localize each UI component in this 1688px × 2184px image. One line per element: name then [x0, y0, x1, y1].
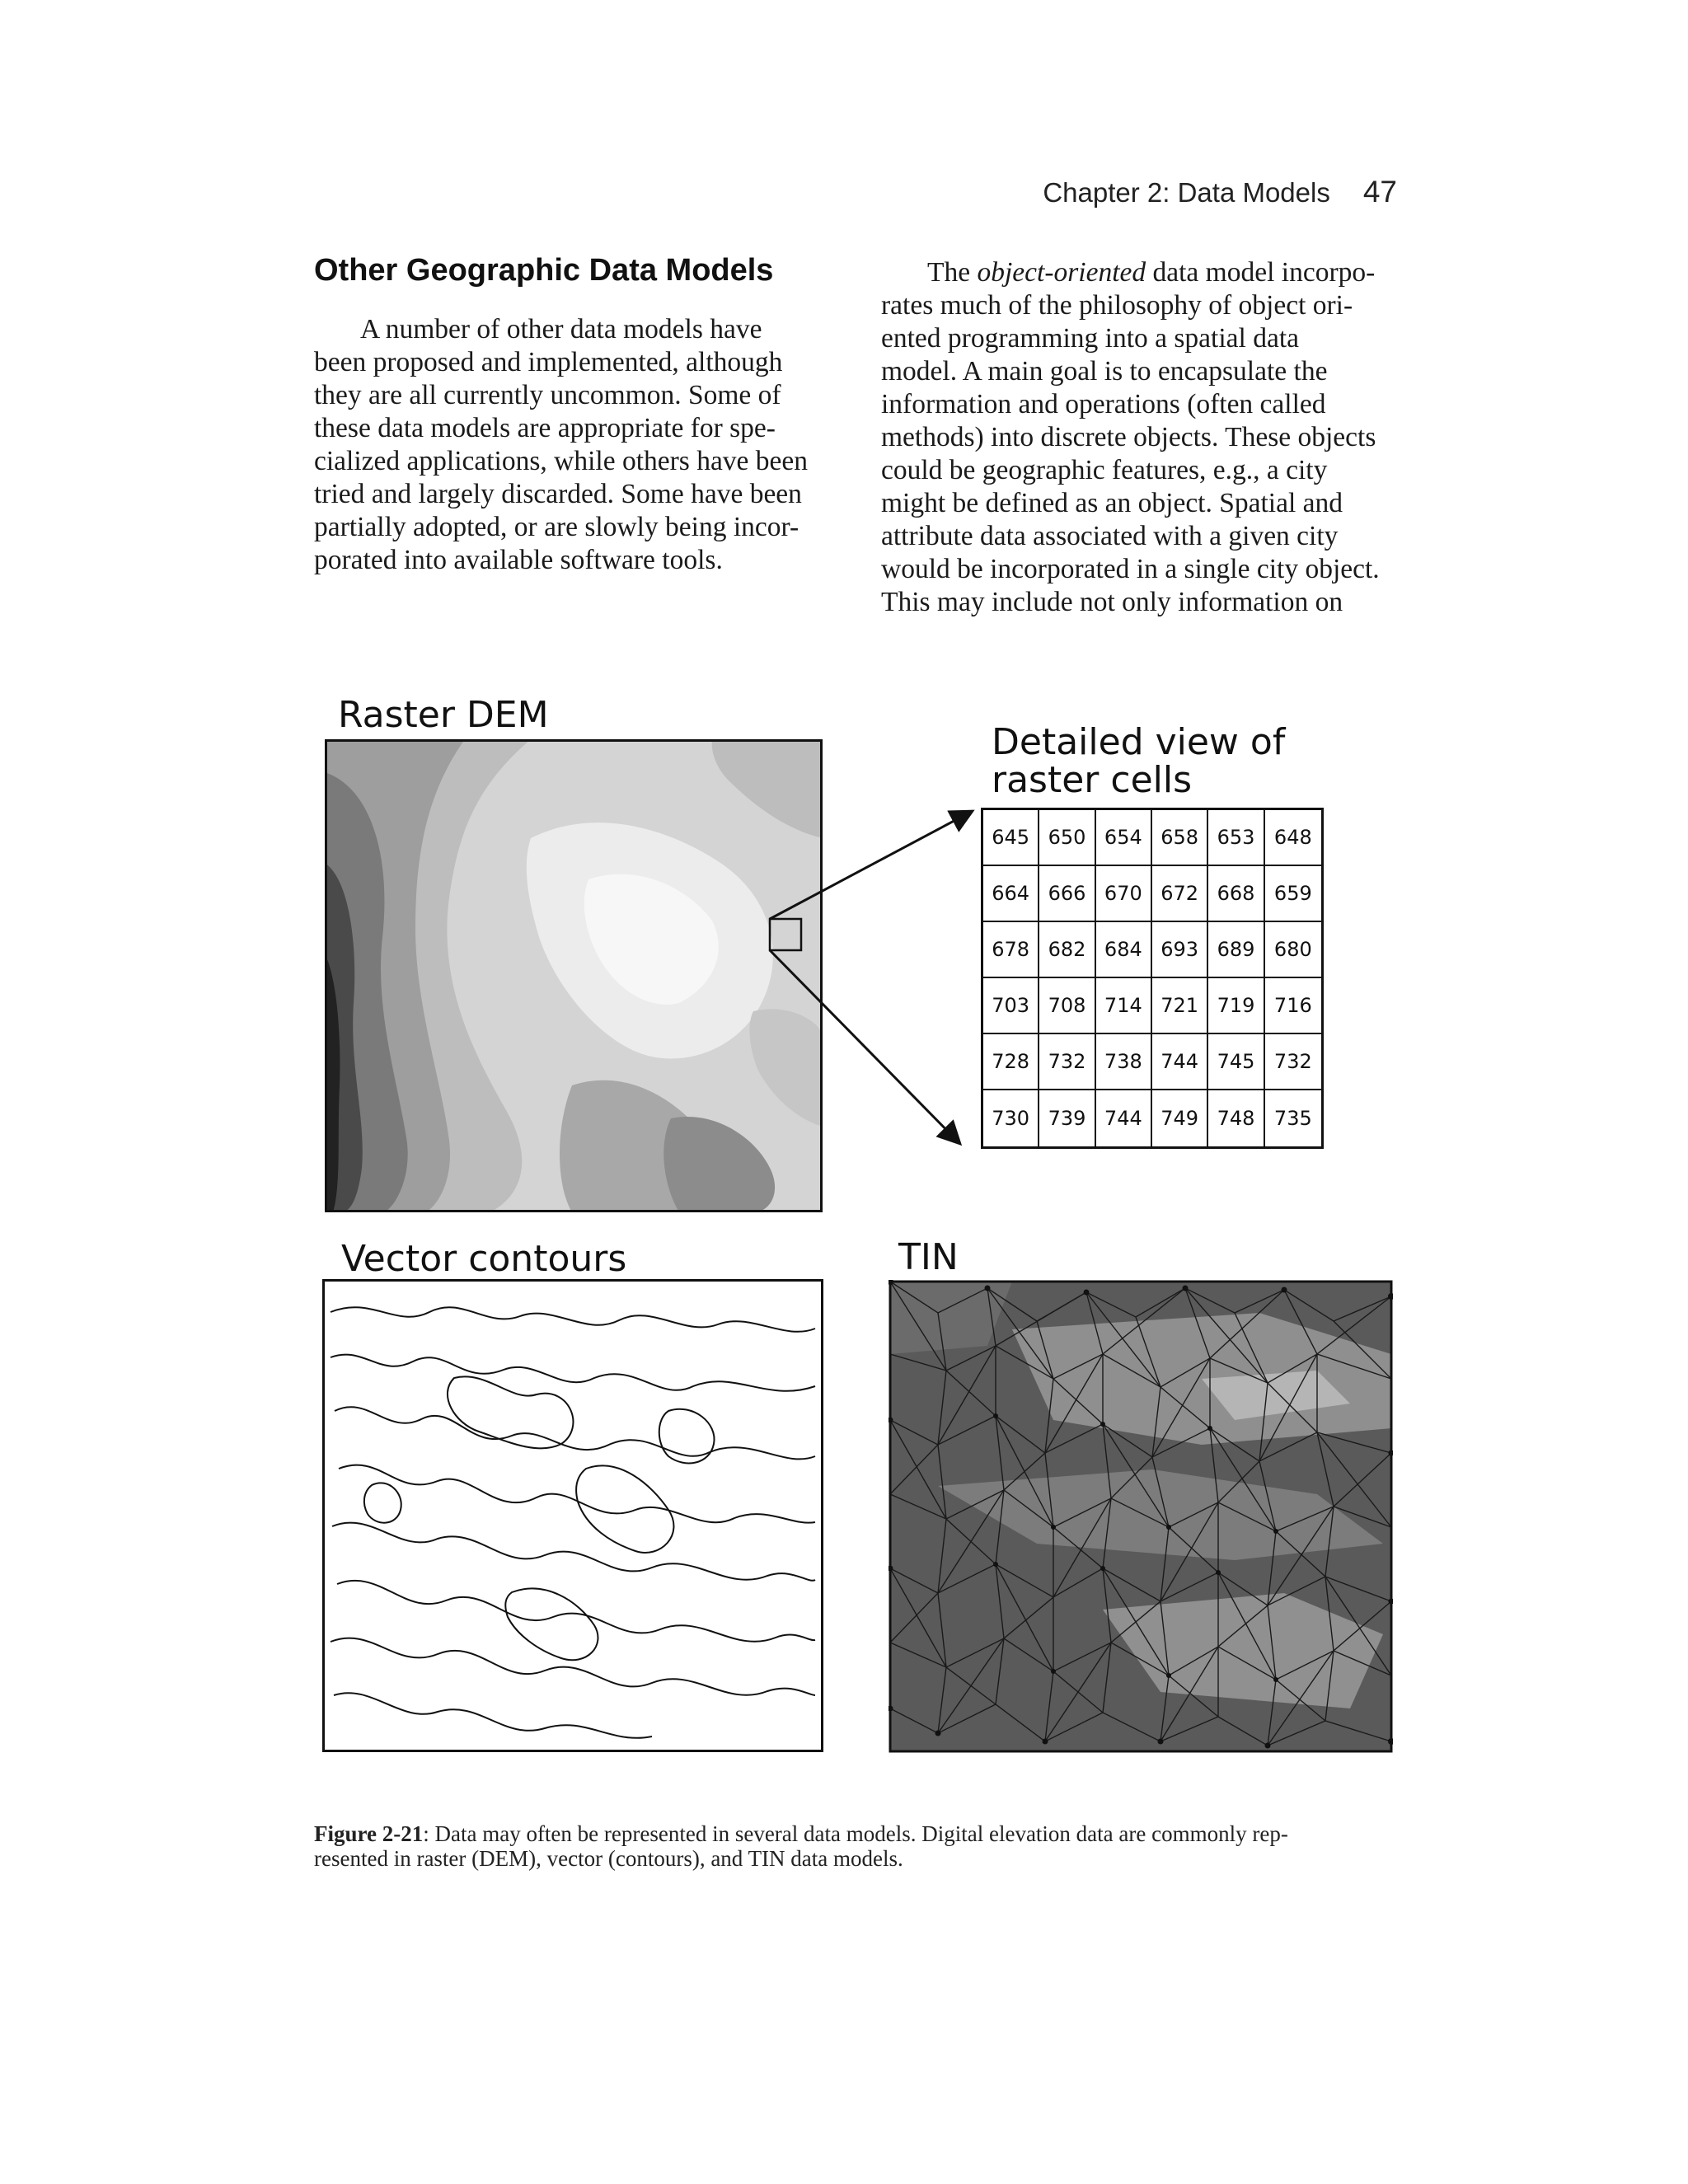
grid-cell: 721: [1152, 978, 1208, 1034]
text-run: data model incorpo-: [1146, 257, 1376, 288]
text-line: these data models are appropriate for spe-: [314, 413, 776, 443]
vector-contours-image: [322, 1279, 823, 1752]
text-line: A number of other data models have: [360, 314, 762, 344]
grid-cell: 659: [1265, 866, 1321, 922]
detailed-view-label: [992, 721, 1286, 801]
text-line: been proposed and implemented, although: [314, 347, 783, 377]
grid-cell: 719: [1208, 978, 1264, 1034]
grid-cell: 658: [1152, 810, 1208, 866]
grid-cell: 670: [1096, 866, 1152, 922]
grid-cell: 648: [1265, 810, 1321, 866]
grid-cell: 732: [1265, 1034, 1321, 1090]
text-run: The: [927, 257, 978, 288]
text-line: model. A main goal is to encapsulate the: [881, 356, 1328, 387]
grid-cell: 645: [983, 810, 1039, 866]
chapter-title: Chapter 2: Data Models: [1043, 177, 1330, 208]
grid-cell: 684: [1096, 922, 1152, 978]
text-line: methods) into discrete objects. These objects: [881, 422, 1376, 452]
grid-cell: 738: [1096, 1034, 1152, 1090]
vector-contours-label: Vector contours: [341, 1238, 627, 1280]
raster-dem-image: [325, 739, 823, 1212]
grid-cell: 664: [983, 866, 1039, 922]
text-line: would be incorporated in a single city object.: [881, 554, 1380, 584]
text-line: could be geographic features, e.g., a city: [881, 455, 1328, 485]
caption-text-line2: resented in raster (DEM), vector (contours), and TIN data models.: [314, 1846, 903, 1871]
grid-cell: 650: [1039, 810, 1095, 866]
grid-cell: 666: [1039, 866, 1095, 922]
grid-cell: 739: [1039, 1090, 1095, 1146]
text-line: rates much of the philosophy of object ori-: [881, 290, 1353, 321]
grid-cell: 744: [1096, 1090, 1152, 1146]
text-line: partially adopted, or are slowly being incor-: [314, 512, 799, 542]
grid-cell: 735: [1273, 1107, 1312, 1130]
detailed-view-label-line1: Detailed view of: [992, 721, 1286, 763]
raster-dem-label: Raster DEM: [338, 694, 549, 736]
grid-cell: 716: [1265, 978, 1321, 1034]
grid-cell: 693: [1152, 922, 1208, 978]
left-paragraph: [314, 313, 842, 577]
grid-cell: 668: [1208, 866, 1264, 922]
grid-cell: 708: [1039, 978, 1095, 1034]
grid-cell: 682: [1039, 922, 1095, 978]
text-line: they are all currently uncommon. Some of: [314, 380, 781, 410]
grid-cell: 748: [1208, 1090, 1264, 1146]
text-line: information and operations (often called: [881, 389, 1326, 419]
tin-label: TIN: [898, 1236, 959, 1278]
text-line: tried and largely discarded. Some have been: [314, 479, 802, 509]
dem-shading: [325, 739, 823, 1212]
detailed-view-label-line2: raster cells: [992, 759, 1193, 801]
tin-image: [889, 1280, 1393, 1753]
grid-cell: 689: [1208, 922, 1264, 978]
text-line: This may include not only information on: [881, 587, 1343, 617]
right-paragraph: [881, 256, 1409, 619]
text-line: cialized applications, while others have been: [314, 446, 809, 476]
grid-cell: 749: [1152, 1090, 1208, 1146]
grid-cell: 678: [983, 922, 1039, 978]
grid-cell: 714: [1096, 978, 1152, 1034]
text-line: porated into available software tools.: [314, 545, 723, 575]
grid-cell: 728: [983, 1034, 1039, 1090]
text-line: ented programming into a spatial data: [881, 323, 1299, 354]
grid-cell: 703: [983, 978, 1039, 1034]
grid-cell: 653: [1208, 810, 1264, 866]
grid-cell: 732: [1039, 1034, 1095, 1090]
grid-cell: 680: [1265, 922, 1321, 978]
page-number: 47: [1362, 175, 1397, 209]
text-line: [881, 256, 1409, 289]
figure-caption: [314, 1821, 1386, 1871]
emphasis-object-oriented: object-oriented: [977, 257, 1146, 288]
grid-cell: 654: [1096, 810, 1152, 866]
grid-cell: 672: [1152, 866, 1208, 922]
text-line: might be defined as an object. Spatial and: [881, 488, 1343, 518]
section-title: Other Geographic Data Models: [314, 253, 774, 288]
text-line: attribute data associated with a given city: [881, 521, 1339, 551]
caption-text: : Data may often be represented in several data models. Digital elevation data are commonly rep-: [423, 1821, 1288, 1846]
running-header: [948, 175, 1397, 209]
grid-cell: 745: [1208, 1034, 1264, 1090]
figure-label: Figure 2-21: [314, 1821, 424, 1846]
raster-cell-grid: [981, 808, 1324, 1149]
grid-cell: 744: [1152, 1034, 1208, 1090]
grid-cell: 730: [983, 1090, 1039, 1146]
